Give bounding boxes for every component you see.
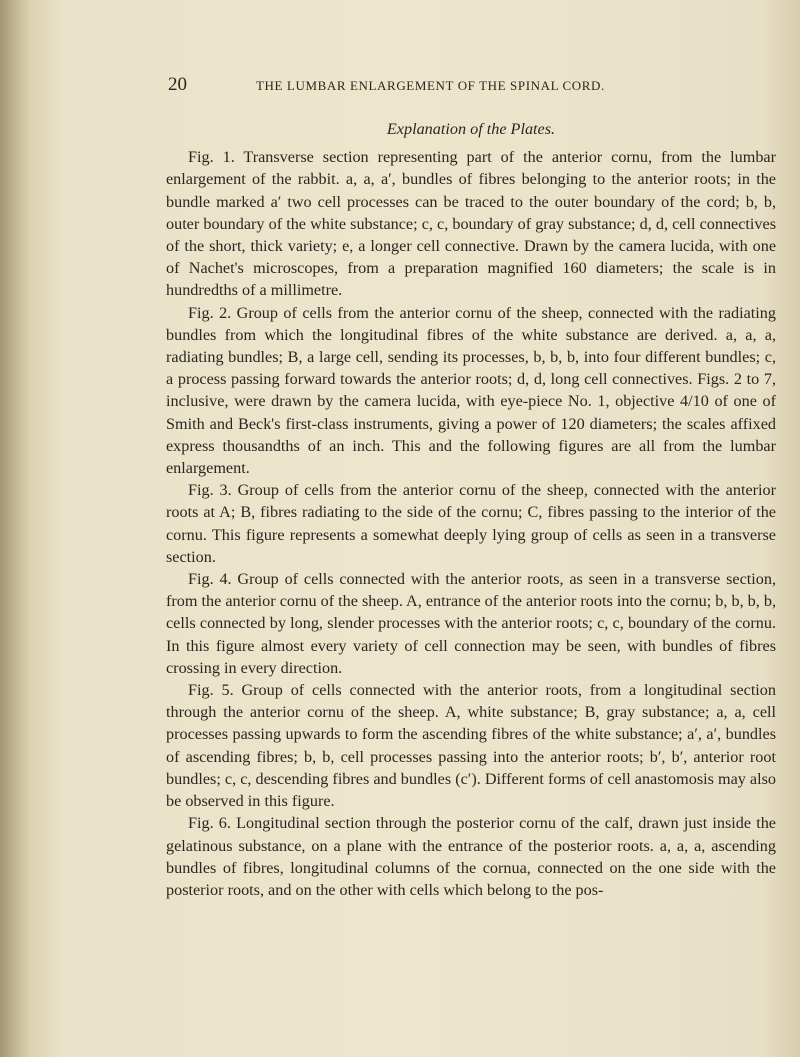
paragraph-fig-6: Fig. 6. Longitudinal section through the posterior cornu of the calf, drawn just inside the gelatinous substance, on a plane with the entrance of the posterior roots. a, a, a, ascending bundles of fibres, longitudinal columns of the cornua, connected on the one side with the posterior roots, and on the other with cells which belong to the pos- bbox=[166, 814, 776, 899]
section-title: Explanation of the Plates. bbox=[386, 120, 556, 138]
page-number: 20 bbox=[168, 74, 187, 95]
paragraph-fig-5: Fig. 5. Group of cells connected with the anterior roots, from a longitudinal section through the anterior cornu of the sheep. A, white substance; B, gray substance; a, a, cell processes passing upwards to form the ascending fibres of the white substance; a′, a′, bundles of ascending fibres; b, b, cell processes passing into the anterior roots; b′, b′, anterior root bundles; c, c, descending fibres and bundles (c′). Different forms of cell anastomosis may also be observed in this figure. bbox=[166, 681, 776, 811]
page-body bbox=[166, 118, 776, 901]
running-title: THE LUMBAR ENLARGEMENT OF THE SPINAL CORD. bbox=[256, 78, 605, 93]
paragraph-fig-2: Fig. 2. Group of cells from the anterior cornu of the sheep, connected with the radiating bundles from which the longitudinal fibres of the white substance are derived. a, a, a, radiating bundles; B, a large cell, sending its processes, b, b, b, into four different bundles; c, a process passing forward towards the anterior roots; d, d, long cell connectives. Figs. 2 to 7, inclusive, were drawn by the camera lucida, with eye-piece No. 1, objective 4/10 of one of Smith and Beck's first-class instruments, giving a power of 120 diameters; the scales affixed express thousandths of an inch. This and the following figures are all from the lumbar enlargement. bbox=[166, 303, 776, 478]
paragraph-fig-1: Fig. 1. Transverse section representing part of the anterior cornu, from the lumbar enlargement of the rabbit. a, a, a′, bundles of fibres belonging to the anterior roots; in the bundle marked a′ two cell processes can be traced to the outer boundary of the cord; b, b, outer boundary of the white substance; c, c, boundary of gray substance; d, d, cell connectives of the short, thick variety; e, a longer cell connective. Drawn by the camera lucida, with one of Nachet's microscopes, from a preparation magnified 160 diameters; the scale is in hundredths of a millimetre. bbox=[166, 148, 776, 300]
paragraph-fig-4: Fig. 4. Group of cells connected with the anterior roots, as seen in a transverse section, from the anterior cornu of the sheep. A, entrance of the anterior roots into the cornu; b, b, b, b, cells connected by long, slender processes with the anterior roots; c, c, boundary of the cornu. In this figure almost every variety of cell connection may be seen, with bundles of fibres crossing in every direction. bbox=[166, 570, 776, 677]
book-gutter-shadow bbox=[0, 0, 30, 1057]
paragraph-fig-3: Fig. 3. Group of cells from the anterior cornu of the sheep, connected with the anterior roots at A; B, fibres radiating to the side of the cornu; C, fibres passing to the interior of the cornu. This figure represents a somewhat deeply lying group of cells as seen in a transverse section. bbox=[166, 481, 776, 566]
